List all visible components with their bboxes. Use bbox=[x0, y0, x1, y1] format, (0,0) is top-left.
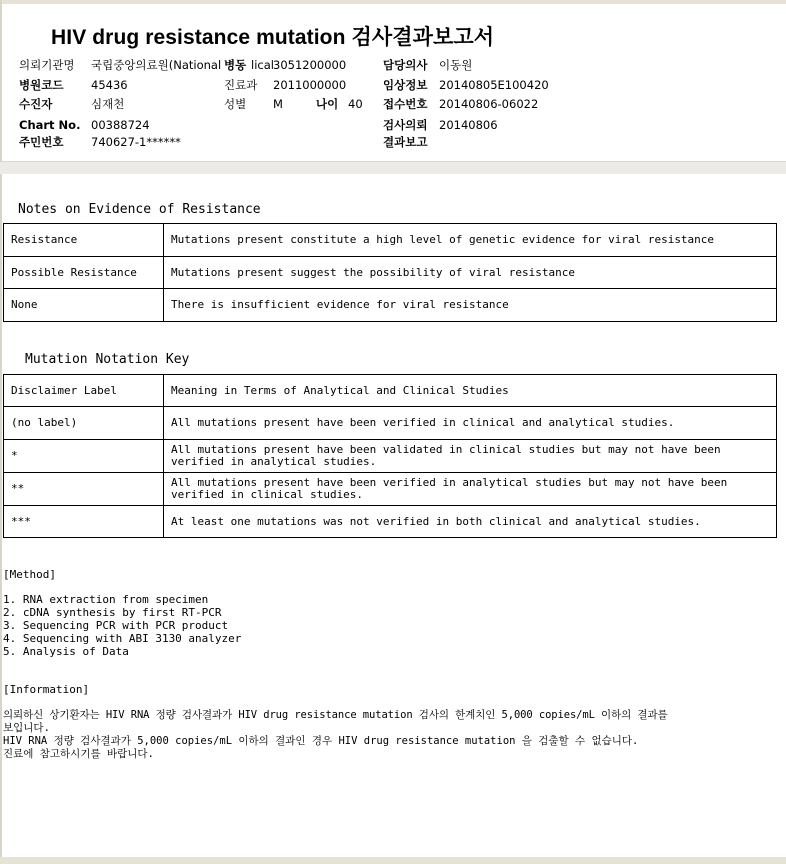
chart-value: 00388724 bbox=[91, 118, 150, 132]
key-header-label: Disclaimer Label bbox=[4, 375, 164, 407]
information-line: 보입니다. bbox=[3, 722, 50, 734]
table-row bbox=[4, 473, 777, 506]
age-label: 나이 bbox=[316, 97, 339, 111]
notes-text-cell: Mutations present suggest the possibility of viral resistance bbox=[164, 257, 777, 289]
notes-label-cell: None bbox=[4, 289, 164, 322]
sex-label: 성별 bbox=[224, 97, 247, 111]
method-heading: [Method] bbox=[3, 568, 56, 581]
request-value: 20140806 bbox=[439, 118, 498, 132]
page-left-border bbox=[0, 0, 2, 864]
table-header-row bbox=[4, 375, 777, 407]
key-text-cell: All mutations present have been validated in clinical studies but may not have been verified in analytical studies. bbox=[164, 440, 777, 473]
doctor-label: 담당의사 bbox=[383, 58, 428, 72]
age-value: 40 bbox=[348, 97, 363, 111]
institution-value: 국립중앙의료원(National bbox=[91, 58, 222, 72]
method-item: 1. RNA extraction from specimen bbox=[3, 593, 209, 606]
sex-value: M bbox=[273, 97, 283, 111]
table-row bbox=[4, 224, 777, 257]
notes-label-cell: Possible Resistance bbox=[4, 257, 164, 289]
key-text-cell: At least one mutations was not verified in both clinical and analytical studies. bbox=[164, 506, 777, 538]
name-value: 심재천 bbox=[91, 97, 125, 111]
receipt-label: 접수번호 bbox=[383, 97, 428, 111]
key-text-cell: All mutations present have been verified in clinical and analytical studies. bbox=[164, 407, 777, 440]
institution-label: 의뢰기관명 bbox=[19, 58, 75, 72]
report-title: HIV drug resistance mutation 검사결과보고서 bbox=[51, 26, 495, 49]
page-bottom-border bbox=[0, 857, 786, 864]
key-label-cell: (no label) bbox=[4, 407, 164, 440]
rrn-value: 740627-1****** bbox=[91, 135, 181, 149]
table-row bbox=[4, 257, 777, 289]
method-item: 3. Sequencing PCR with PCR product bbox=[3, 619, 229, 632]
name-label: 수진자 bbox=[19, 97, 53, 111]
table-row bbox=[4, 407, 777, 440]
key-section-title: Mutation Notation Key bbox=[25, 352, 190, 367]
clinical-info-label: 임상정보 bbox=[383, 78, 428, 92]
table-row bbox=[4, 289, 777, 322]
key-label-cell: ** bbox=[4, 473, 164, 506]
information-heading: [Information] bbox=[3, 683, 90, 696]
information-line: 의뢰하신 상기환자는 HIV RNA 정량 검사결과가 HIV drug resistance mutation 검사의 한계치인 5,000 copies/mL 이하의 결과를 bbox=[3, 709, 668, 721]
method-item: 2. cDNA synthesis by first RT-PCR bbox=[3, 606, 222, 619]
header-divider bbox=[0, 161, 786, 174]
page-top-border bbox=[0, 0, 786, 4]
notes-table bbox=[3, 223, 777, 322]
key-text-cell: All mutations present have been verified in analytical studies but may not have been verified in clinical studies. bbox=[164, 473, 777, 506]
clinical-info-value: 20140805E100420 bbox=[439, 78, 549, 92]
ward-label: 병동 bbox=[224, 58, 247, 72]
key-label-cell: *** bbox=[4, 506, 164, 538]
report-label: 결과보고 bbox=[383, 135, 428, 149]
table-row bbox=[4, 440, 777, 473]
notes-text-cell: Mutations present constitute a high level of genetic evidence for viral resistance bbox=[164, 224, 777, 257]
notes-text-cell: There is insufficient evidence for viral resistance bbox=[164, 289, 777, 322]
dept-value: 2011000000 bbox=[273, 78, 347, 92]
chart-label: Chart No. bbox=[19, 118, 81, 132]
request-label: 검사의뢰 bbox=[383, 118, 428, 132]
doctor-value: 이동원 bbox=[439, 58, 473, 72]
dept-label: 진료과 bbox=[224, 78, 258, 92]
hospital-code-value: 45436 bbox=[91, 78, 128, 92]
information-line: HIV RNA 정량 검사결과가 5,000 copies/mL 이하의 결과인 경우 HIV drug resistance mutation 을 검출할 수 없습니다. bbox=[3, 735, 639, 747]
ward-code-value: 3051200000 bbox=[273, 58, 347, 72]
key-header-text: Meaning in Terms of Analytical and Clinical Studies bbox=[164, 375, 777, 407]
method-item: 5. Analysis of Data bbox=[3, 645, 129, 658]
rrn-label: 주민번호 bbox=[19, 135, 64, 149]
key-table bbox=[3, 374, 777, 538]
table-row bbox=[4, 506, 777, 538]
notes-section-title: Notes on Evidence of Resistance bbox=[18, 202, 261, 217]
information-line: 진료에 참고하시기를 바랍니다. bbox=[3, 748, 154, 760]
receipt-value: 20140806-06022 bbox=[439, 97, 539, 111]
hospital-code-label: 병원코드 bbox=[19, 78, 64, 92]
method-item: 4. Sequencing with ABI 3130 analyzer bbox=[3, 632, 242, 645]
notes-label-cell: Resistance bbox=[4, 224, 164, 257]
ward-value: lical bbox=[251, 58, 274, 72]
key-label-cell: * bbox=[4, 440, 164, 473]
